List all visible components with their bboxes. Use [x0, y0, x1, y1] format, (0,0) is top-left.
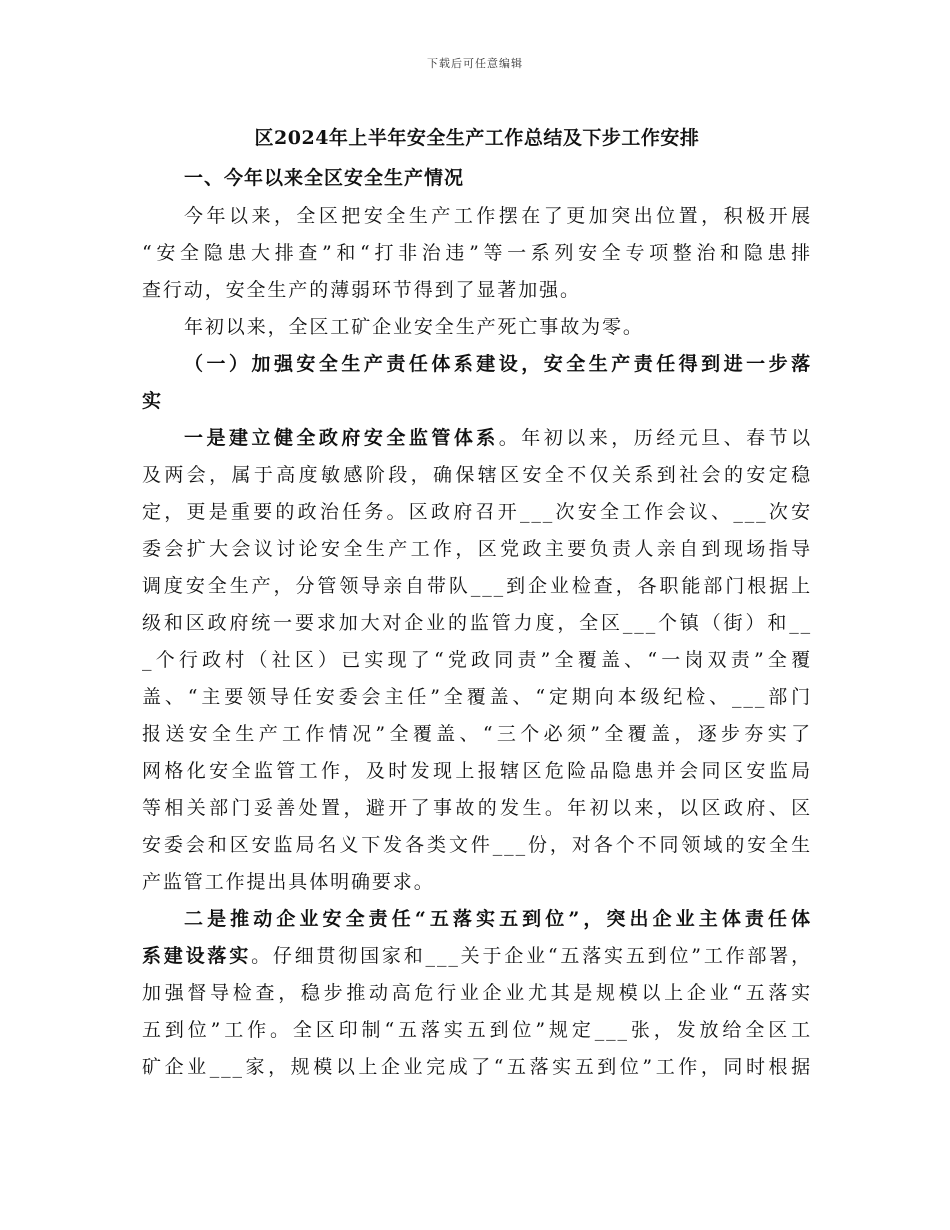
paragraph-line: 及两会，属于高度敏感阶段，确保辖区安全不仅关系到社会的安定稳: [142, 464, 812, 486]
paragraph-line: 盖、“主要领导任安委会主任”全覆盖、“定期向本级纪检、___部门: [142, 686, 812, 708]
paragraph-overview: [142, 198, 812, 309]
paragraph-line: [142, 938, 812, 975]
paragraph-line: 定，更是重要的政治任务。区政府召开___次安全工作会议、___次安: [142, 501, 812, 523]
paragraph-lead-line: 二是推动企业安全责任“五落实五到位”，突出企业主体责任体: [184, 908, 812, 930]
header-note: 下载后可任意编辑: [427, 57, 523, 70]
paragraph-lead: 一是建立健全政府安全监管体系: [184, 427, 499, 449]
paragraph-text: 。年初以来，历经元旦、春节以: [498, 427, 812, 449]
paragraph-line: 查行动，安全生产的薄弱环节得到了显著加强。: [142, 279, 581, 301]
paragraph-line: 安委会和区安监局名义下发各类文件___份，对各个不同领域的安全生: [142, 834, 812, 856]
paragraph-enterprise-responsibility: [142, 901, 812, 1086]
paragraph-line: 网格化安全监管工作，及时发现上报辖区危险品隐患并会同区安监局: [142, 760, 812, 782]
subsection-heading-line: 实: [142, 390, 163, 412]
subsection-heading-line: （一）加强安全生产责任体系建设，安全生产责任得到进一步落: [184, 353, 812, 375]
paragraph-line: 报送安全生产工作情况”全覆盖、“三个必须”全覆盖，逐步夯实了: [142, 723, 812, 745]
subsection-heading: [142, 346, 812, 420]
paragraph-lead: 系建设落实: [142, 945, 252, 967]
paragraph-accidents: [142, 309, 812, 346]
paragraph-line: 等相关部门妥善处置，避开了事故的发生。年初以来，以区政府、区: [142, 797, 812, 819]
paragraph-line: 委会扩大会议讨论安全生产工作，区党政主要负责人亲自到现场指导: [142, 538, 812, 560]
paragraph-line: 今年以来，全区把安全生产工作摆在了更加突出位置，积极开展: [184, 205, 812, 227]
paragraph-text: 。仔细贯彻国家和___关于企业“五落实五到位”工作部署，: [251, 945, 812, 967]
paragraph-line: 产监管工作提出具体明确要求。: [142, 871, 435, 893]
document-title: 区2024年上半年安全生产工作总结及下步工作安排: [254, 127, 700, 149]
section-heading: 一、今年以来全区安全生产情况: [184, 167, 465, 189]
paragraph-line: 级和区政府统一要求加大对企业的监管力度，全区___个镇（街）和__: [142, 612, 812, 634]
paragraph-government-supervision: [142, 420, 812, 901]
paragraph-line: 矿企业___家，规模以上企业完成了“五落实五到位”工作，同时根据: [142, 1056, 812, 1078]
paragraph-line: [142, 420, 812, 457]
paragraph-line: “安全隐患大排查”和“打非治违”等一系列安全专项整治和隐患排: [142, 242, 812, 264]
document-body: [142, 118, 812, 1086]
paragraph-line: 调度安全生产，分管领导亲自带队___到企业检查，各职能部门根据上: [142, 575, 812, 597]
paragraph-line: 五到位”工作。全区印制“五落实五到位”规定___张，发放给全区工: [142, 1019, 812, 1041]
paragraph-line: 加强督导检查，稳步推动高危行业企业尤其是规模以上企业“五落实: [142, 982, 812, 1004]
paragraph-line: 年初以来，全区工矿企业安全生产死亡事故为零。: [184, 316, 644, 338]
paragraph-line: _个行政村（社区）已实现了“党政同责”全覆盖、“一岗双责”全覆: [142, 649, 812, 671]
